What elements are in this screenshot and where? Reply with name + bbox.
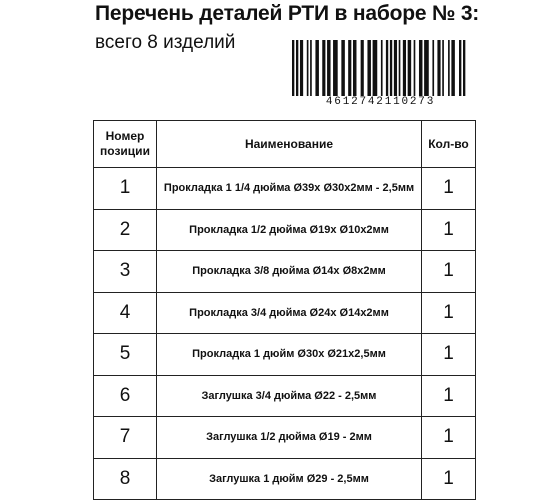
barcode-bar bbox=[448, 40, 450, 96]
parts-table bbox=[93, 120, 476, 500]
part-quantity: 1 bbox=[422, 375, 476, 417]
part-name: Заглушка 3/4 дюйма Ø22 - 2,5мм bbox=[157, 375, 422, 417]
column-header-name bbox=[157, 121, 422, 168]
column-header-name-label: Наименование bbox=[244, 136, 334, 151]
part-quantity: 1 bbox=[422, 251, 476, 293]
part-name: Прокладка 1 дюйм Ø30х Ø21х2,5мм bbox=[157, 334, 422, 376]
position-number: 4 bbox=[94, 292, 157, 334]
part-name: Прокладка 1/2 дюйма Ø19х Ø10х2мм bbox=[157, 209, 422, 251]
position-number: 2 bbox=[94, 209, 157, 251]
barcode-bar bbox=[322, 40, 325, 96]
part-name: Прокладка 1 1/4 дюйма Ø39х Ø30х2мм - 2,5мм bbox=[157, 168, 422, 210]
part-name: Заглушка 1/2 дюйма Ø19 - 2мм bbox=[157, 417, 422, 459]
part-quantity: 1 bbox=[422, 168, 476, 210]
barcode-bar bbox=[399, 40, 401, 96]
table-row bbox=[94, 417, 476, 459]
barcode-image bbox=[292, 40, 467, 96]
part-quantity: 1 bbox=[422, 209, 476, 251]
barcode-bar bbox=[414, 40, 416, 96]
item-count-subtitle: всего 8 изделий bbox=[95, 32, 236, 53]
barcode-bar bbox=[403, 40, 406, 96]
barcode-bar bbox=[463, 40, 465, 96]
position-number: 3 bbox=[94, 251, 157, 293]
part-name: Прокладка 3/8 дюйма Ø14х Ø8х2мм bbox=[157, 251, 422, 293]
position-number: 7 bbox=[94, 417, 157, 459]
barcode-bar bbox=[373, 40, 378, 96]
barcode-bar bbox=[341, 40, 344, 96]
part-quantity: 1 bbox=[422, 334, 476, 376]
column-header-position bbox=[94, 121, 157, 168]
barcode-bar bbox=[307, 40, 309, 96]
barcode-bar bbox=[327, 40, 330, 96]
barcode-bar bbox=[292, 40, 294, 96]
barcode-bar bbox=[381, 40, 383, 96]
part-name: Прокладка 3/4 дюйма Ø24х Ø14х2мм bbox=[157, 292, 422, 334]
barcode-bar bbox=[310, 40, 312, 96]
part-quantity: 1 bbox=[422, 417, 476, 459]
barcode-bar bbox=[315, 40, 318, 96]
position-number: 1 bbox=[94, 168, 157, 210]
barcode-bar bbox=[442, 40, 444, 96]
barcode-bar bbox=[390, 40, 392, 96]
barcode-bar bbox=[296, 40, 298, 96]
position-number: 8 bbox=[94, 458, 157, 500]
barcode-bar bbox=[386, 40, 388, 96]
barcode-bar bbox=[451, 40, 454, 96]
table-row bbox=[94, 458, 476, 500]
barcode-bar bbox=[459, 40, 461, 96]
barcode-bar bbox=[333, 40, 338, 96]
table-row bbox=[94, 375, 476, 417]
part-quantity: 1 bbox=[422, 292, 476, 334]
part-name: Заглушка 1 дюйм Ø29 - 2,5мм bbox=[157, 458, 422, 500]
table-row bbox=[94, 168, 476, 210]
position-number: 6 bbox=[94, 375, 157, 417]
column-header-position-label: Номер позиции bbox=[100, 129, 150, 158]
column-header-qty bbox=[422, 121, 476, 168]
table-row bbox=[94, 251, 476, 293]
table-header-row bbox=[94, 121, 476, 168]
barcode-bar bbox=[419, 40, 422, 96]
barcode-bar bbox=[408, 40, 411, 96]
page-title: Перечень деталей РТИ в наборе № 3: bbox=[95, 2, 480, 25]
table-row bbox=[94, 334, 476, 376]
barcode-bar bbox=[424, 40, 429, 96]
barcode-bar bbox=[367, 40, 370, 96]
table-row bbox=[94, 292, 476, 334]
part-quantity: 1 bbox=[422, 458, 476, 500]
column-header-qty-label: Кол-во bbox=[428, 136, 469, 151]
barcode-bar bbox=[300, 40, 303, 96]
position-number: 5 bbox=[94, 334, 157, 376]
table-row bbox=[94, 209, 476, 251]
barcode-bar bbox=[394, 40, 397, 96]
barcode-bar bbox=[432, 40, 434, 96]
barcode-number: 4612742110273 bbox=[325, 96, 436, 108]
barcode-bar bbox=[353, 40, 356, 96]
barcode-bar bbox=[348, 40, 351, 96]
barcode-bar bbox=[437, 40, 440, 96]
barcode-bar bbox=[361, 40, 364, 96]
